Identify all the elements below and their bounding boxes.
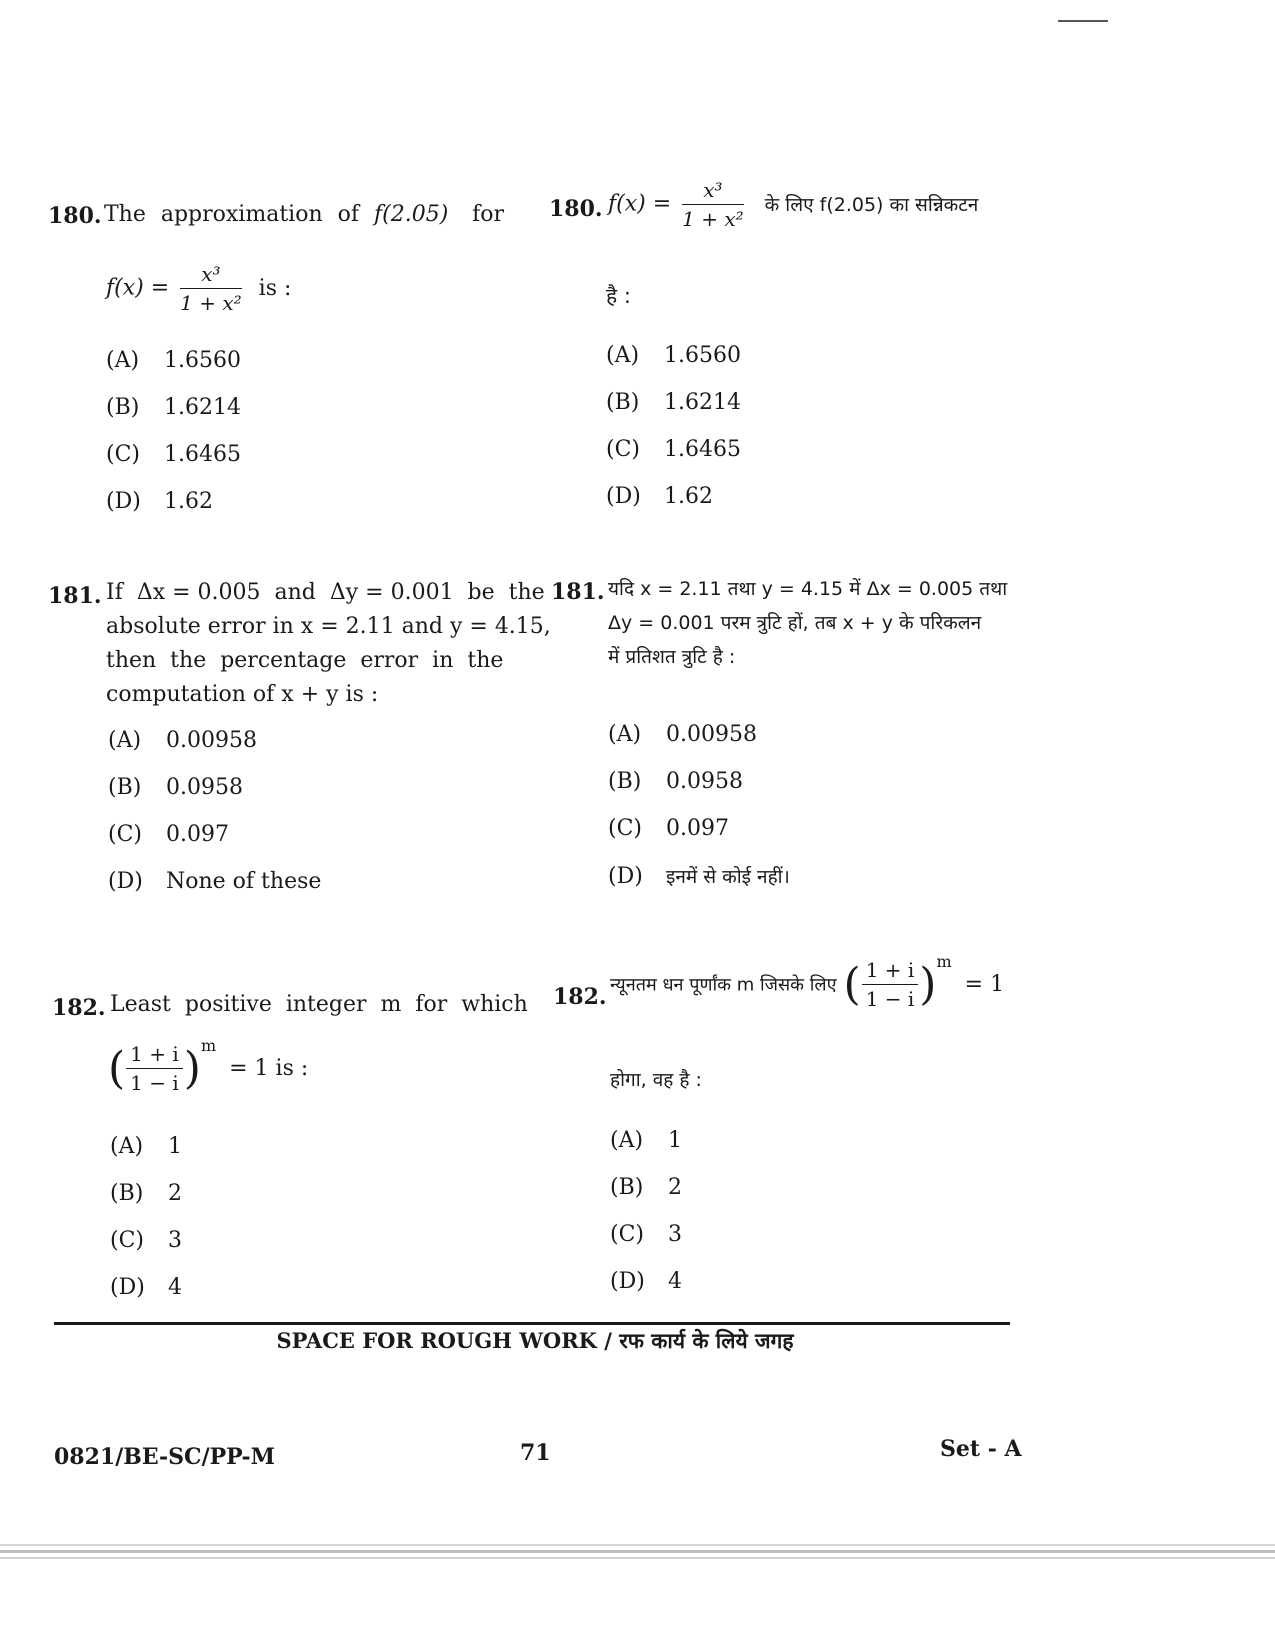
option: [110, 1228, 182, 1253]
fraction-numerator: 1 + i: [126, 1042, 183, 1069]
function-arg: f(2.05): [374, 202, 449, 227]
fraction-denominator: 1 − i: [130, 1071, 179, 1095]
option-label: (B): [606, 390, 640, 415]
option-label: (A): [108, 728, 142, 753]
option-value: 3: [668, 1222, 682, 1247]
formula-lhs: f(x) =: [608, 191, 672, 217]
question-text-word: for: [472, 202, 504, 227]
option-label: (D): [606, 484, 641, 509]
formula: [608, 178, 978, 231]
option-label: (D): [608, 864, 643, 889]
option-label: (A): [608, 722, 642, 747]
rough-work-label: SPACE FOR ROUGH WORK / रफ कार्य के लिये जगह: [276, 1328, 794, 1353]
option-label: (C): [110, 1228, 144, 1253]
question-text-line: If Δx = 0.005 and Δy = 0.001 be the: [106, 580, 545, 605]
rough-work-divider: [54, 1322, 1010, 1325]
question-text-line: Δy = 0.001 परम त्रुटि हों, तब x + y के परिकलन: [608, 612, 982, 634]
option-value: None of these: [166, 869, 322, 894]
option-value: 4: [668, 1269, 682, 1294]
page-number: 71: [520, 1440, 551, 1466]
option: [610, 1269, 682, 1294]
question-number: 180.: [48, 203, 102, 229]
option-value: 0.00958: [166, 728, 257, 753]
option: [606, 437, 741, 462]
fraction: [862, 958, 919, 1011]
option-value: 0.0958: [666, 769, 743, 794]
option-label: (B): [110, 1181, 144, 1206]
option: [606, 484, 713, 509]
option: [608, 722, 757, 747]
option: [606, 343, 741, 368]
fraction-numerator: 1 + i: [862, 958, 919, 985]
question-text-line: The approximation of: [104, 202, 359, 227]
fraction-denominator: 1 + x²: [682, 207, 744, 231]
option-value: 1.6214: [164, 395, 241, 420]
option-value: 1.62: [164, 489, 213, 514]
option-value: 0.00958: [666, 722, 757, 747]
fraction: [682, 178, 744, 231]
formula: [610, 952, 1005, 1011]
option-value: 0.097: [166, 822, 229, 847]
option-label: (A): [606, 343, 640, 368]
question-number: 181.: [551, 579, 605, 605]
question-text-line: होगा, वह है :: [610, 1069, 702, 1091]
formula-suffix: is :: [258, 275, 292, 301]
right-paren: ): [919, 959, 937, 1010]
question-text-line: में प्रतिशत त्रुटि है :: [608, 646, 736, 668]
option-value: इनमें से कोई नहीं।: [666, 866, 790, 888]
option: [110, 1181, 182, 1206]
formula-suffix: = 1: [964, 972, 1005, 997]
question-text: [104, 198, 504, 232]
option-label: (C): [606, 437, 640, 462]
option-label: (C): [610, 1222, 644, 1247]
option: [606, 390, 741, 415]
option: [610, 1175, 682, 1200]
option-label: (B): [608, 769, 642, 794]
option: [608, 816, 729, 841]
scan-line: [0, 1550, 1275, 1553]
option: [610, 1222, 682, 1247]
scan-line: [0, 1544, 1275, 1546]
fraction-denominator: 1 + x²: [180, 291, 242, 315]
booklet-code: 0821/BE-SC/PP-M: [54, 1444, 275, 1470]
question-text-line: then the percentage error in the: [106, 648, 504, 673]
fraction: [126, 1042, 183, 1095]
fraction-denominator: 1 − i: [865, 987, 915, 1011]
option-label: (C): [608, 816, 642, 841]
option-label: (A): [110, 1134, 144, 1159]
option-value: 3: [168, 1228, 182, 1253]
left-paren: (: [108, 1043, 126, 1094]
option-label: (C): [108, 822, 142, 847]
option: [110, 1134, 182, 1159]
question-text: न्यूनतम धन पूर्णांक m जिसके लिए: [610, 974, 837, 996]
question-number: 181.: [48, 583, 102, 609]
set-label: Set - A: [940, 1436, 1022, 1462]
option-label: (B): [108, 775, 142, 800]
formula: [106, 262, 291, 315]
question-number: 182.: [553, 984, 607, 1010]
question-text: के लिए f(2.05) का सन्निकटन: [764, 193, 979, 216]
option-value: 1.6465: [664, 437, 741, 462]
left-paren: (: [843, 959, 861, 1010]
scan-mark: [1058, 20, 1108, 22]
option-label: (A): [106, 348, 140, 373]
option-value: 1.62: [664, 484, 713, 509]
right-paren: ): [183, 1043, 201, 1094]
option: [108, 775, 243, 800]
option-value: 2: [168, 1181, 182, 1206]
option-value: 0.097: [666, 816, 729, 841]
option-value: 1.6214: [664, 390, 741, 415]
option: [106, 442, 241, 467]
question-text-line: है :: [606, 284, 631, 308]
option-label: (A): [610, 1128, 644, 1153]
question-text: Least positive integer m for which: [110, 992, 528, 1017]
option-value: 1.6560: [664, 343, 741, 368]
fraction: [180, 262, 242, 315]
option: [108, 728, 257, 753]
option-value: 4: [168, 1275, 182, 1300]
question-text-line: absolute error in x = 2.11 and y = 4.15,: [106, 614, 551, 639]
option: [106, 489, 213, 514]
option-label: (B): [610, 1175, 644, 1200]
question-text: [106, 576, 551, 712]
option-value: 1.6560: [164, 348, 241, 373]
option: [108, 869, 321, 894]
formula: [108, 1036, 309, 1095]
fraction-numerator: x³: [180, 262, 242, 289]
option-label: (D): [110, 1275, 145, 1300]
option-value: 0.0958: [166, 775, 243, 800]
option: [608, 863, 790, 889]
option-label: (D): [610, 1269, 645, 1294]
option-value: 1: [668, 1128, 682, 1153]
option: [110, 1275, 182, 1300]
option-value: 1: [168, 1134, 182, 1159]
question-number: 180.: [549, 196, 603, 222]
question-number: 182.: [52, 995, 106, 1021]
option-label: (D): [106, 489, 141, 514]
formula-lhs: f(x) =: [106, 275, 170, 301]
option: [608, 769, 743, 794]
option-label: (D): [108, 869, 143, 894]
question-text-line: computation of x + y is :: [106, 682, 379, 707]
question-text: [608, 572, 1007, 674]
option-value: 1.6465: [164, 442, 241, 467]
exponent: m: [200, 1036, 217, 1055]
option-value: 2: [668, 1175, 682, 1200]
option: [106, 395, 241, 420]
option-label: (C): [106, 442, 140, 467]
question-text-line: यदि x = 2.11 तथा y = 4.15 में Δx = 0.005 तथा: [608, 578, 1008, 600]
option: [108, 822, 229, 847]
fraction-numerator: x³: [682, 178, 744, 205]
option-label: (B): [106, 395, 140, 420]
exponent: m: [936, 952, 952, 971]
option: [610, 1128, 682, 1153]
scan-line: [0, 1557, 1275, 1559]
option: [106, 348, 241, 373]
formula-suffix: = 1 is :: [229, 1055, 309, 1081]
